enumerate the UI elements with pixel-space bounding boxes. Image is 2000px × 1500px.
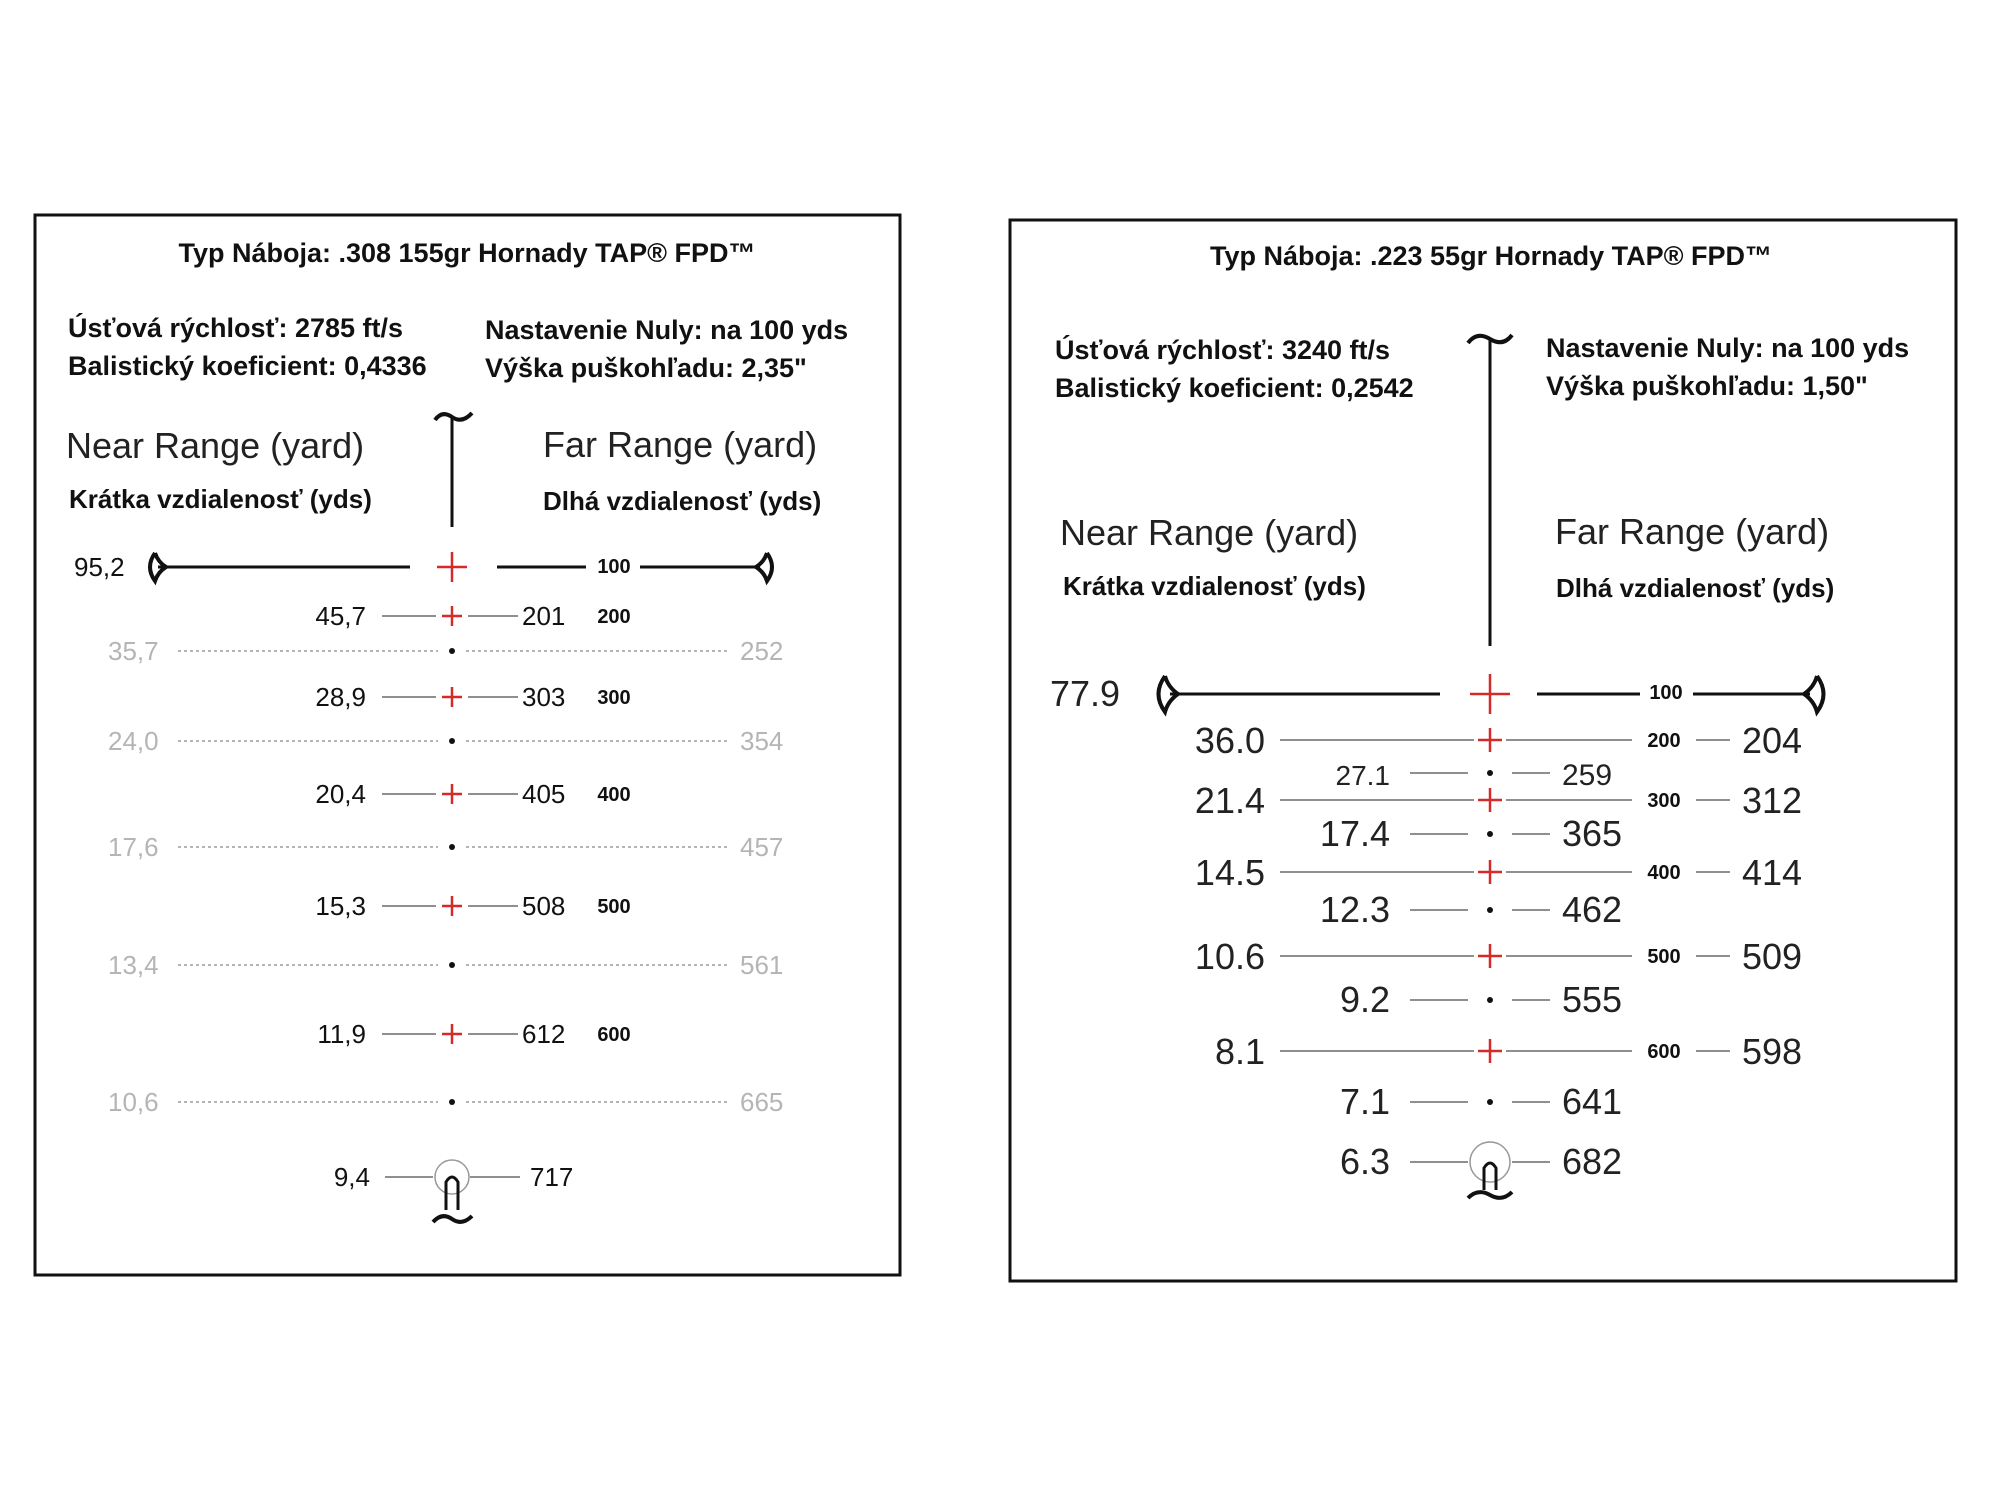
row-far-value: 561 <box>740 950 784 980</box>
panel-308-rows <box>108 601 783 1117</box>
row-near-value: 45,7 <box>315 601 366 631</box>
panel-308-row-1 <box>108 636 783 666</box>
row-range-mark: 500 <box>1647 946 1681 968</box>
panel-308-row-0 <box>315 601 630 631</box>
row-near-value: 27.1 <box>1335 760 1390 791</box>
row-holdover-dot <box>1487 1099 1493 1105</box>
row-range-mark: 200 <box>597 606 631 628</box>
row-near-value: 10,6 <box>108 1087 159 1117</box>
panel-223-crosshair-zero: 100 <box>1649 682 1683 704</box>
panel-308-near-title: Near Range (yard) <box>66 425 365 466</box>
panel-308-row-5 <box>108 832 783 862</box>
panel-308-row-7 <box>108 950 783 980</box>
panel-223-row-5 <box>1320 889 1622 930</box>
panel-223-near-title: Near Range (yard) <box>1060 512 1359 553</box>
row-range-mark: 400 <box>1647 862 1681 884</box>
panel-223-rows <box>1195 720 1802 1122</box>
panel-223-scope-height: Výška puškohľadu: 1,50" <box>1546 371 1868 401</box>
panel-308-bc: Balistický koeficient: 0,4336 <box>68 351 427 381</box>
panel-223-crosshair-near: 77.9 <box>1050 673 1121 714</box>
panel-223-row-8 <box>1215 1031 1802 1072</box>
panel-308 <box>35 215 900 1275</box>
panel-223-bottom-far: 682 <box>1562 1141 1623 1182</box>
row-holdover-plus <box>442 1024 462 1044</box>
row-near-value: 17,6 <box>108 832 159 862</box>
panel-308-top-post <box>435 413 472 527</box>
panel-223-row-3 <box>1320 813 1622 854</box>
row-holdover-dot <box>449 962 455 968</box>
panel-308-crosshair <box>150 552 772 582</box>
row-near-value: 24,0 <box>108 726 159 756</box>
row-holdover-plus <box>442 784 462 804</box>
row-range-mark: 300 <box>597 687 631 709</box>
row-far-value: 354 <box>740 726 784 756</box>
panel-223-bottom-post <box>1410 1142 1550 1198</box>
panel-308-bottom-near: 9,4 <box>333 1162 370 1192</box>
row-holdover-dot <box>449 738 455 744</box>
panel-223-row-4 <box>1195 852 1802 893</box>
row-far-value: 405 <box>522 779 566 809</box>
panel-308-scope-height: Výška puškohľadu: 2,35" <box>485 353 807 383</box>
row-holdover-plus <box>442 687 462 707</box>
row-far-value: 457 <box>740 832 784 862</box>
panel-223-row-2 <box>1195 780 1802 821</box>
row-holdover-plus <box>442 896 462 916</box>
panel-308-far-subtitle: Dlhá vzdialenosť (yds) <box>543 486 822 516</box>
panel-223-zero: Nastavenie Nuly: na 100 yds <box>1546 333 1910 363</box>
row-holdover-dot <box>1487 997 1493 1003</box>
row-holdover-dot <box>1487 831 1493 837</box>
panel-223-row-6 <box>1195 936 1802 977</box>
row-holdover-dot <box>449 648 455 654</box>
panel-223-row-1 <box>1336 759 1613 792</box>
panel-223-bottom-near: 6.3 <box>1339 1141 1390 1182</box>
panel-223-title: Typ Náboja: .223 55gr Hornady TAP® FPD™ <box>1209 241 1773 271</box>
row-near-value: 20,4 <box>315 779 366 809</box>
panel-223-near-subtitle: Krátka vzdialenosť (yds) <box>1063 571 1366 601</box>
panel-308-bottom-far: 717 <box>530 1162 574 1192</box>
row-range-mark: 500 <box>597 896 631 918</box>
panel-223-row-7 <box>1340 979 1622 1020</box>
row-holdover-dot <box>1487 907 1493 913</box>
panel-308-far-title: Far Range (yard) <box>543 424 818 465</box>
row-range-mark: 600 <box>1647 1041 1681 1063</box>
row-near-value: 8.1 <box>1214 1031 1265 1072</box>
row-near-value: 11,9 <box>317 1019 366 1049</box>
row-far-value: 598 <box>1742 1031 1803 1072</box>
row-range-mark: 400 <box>597 784 631 806</box>
panel-308-crosshair-near: 95,2 <box>74 552 125 582</box>
row-near-value: 35,7 <box>108 636 159 666</box>
panel-223-far-subtitle: Dlhá vzdialenosť (yds) <box>1556 573 1835 603</box>
row-far-value: 641 <box>1562 1081 1623 1122</box>
panel-308-row-9 <box>108 1087 783 1117</box>
panel-223-top-post <box>1468 335 1512 646</box>
row-far-value: 509 <box>1742 936 1803 977</box>
panel-308-row-3 <box>108 726 783 756</box>
row-near-value: 15,3 <box>315 891 366 921</box>
panel-308-row-4 <box>315 779 630 809</box>
row-holdover-plus <box>1478 944 1502 968</box>
row-holdover-dot <box>1487 770 1493 776</box>
row-far-value: 665 <box>740 1087 784 1117</box>
row-range-mark: 600 <box>597 1024 631 1046</box>
panel-223 <box>1010 220 1956 1281</box>
panel-223-bc: Balistický koeficient: 0,2542 <box>1055 373 1414 403</box>
row-near-value: 10.6 <box>1194 936 1265 977</box>
row-range-mark: 300 <box>1647 790 1681 812</box>
row-far-value: 414 <box>1742 852 1803 893</box>
row-range-mark: 200 <box>1647 730 1681 752</box>
panel-223-far-title: Far Range (yard) <box>1555 511 1830 552</box>
panel-223-row-0 <box>1195 720 1802 761</box>
row-far-value: 303 <box>522 682 566 712</box>
row-far-value: 201 <box>522 601 566 631</box>
row-holdover-plus <box>1478 1039 1502 1063</box>
row-far-value: 204 <box>1742 720 1803 761</box>
row-far-value: 252 <box>740 636 784 666</box>
row-near-value: 17.4 <box>1319 813 1390 854</box>
row-near-value: 12.3 <box>1319 889 1390 930</box>
panel-308-row-6 <box>315 891 630 921</box>
row-far-value: 508 <box>522 891 566 921</box>
row-far-value: 259 <box>1562 759 1613 792</box>
panel-308-row-2 <box>315 682 630 712</box>
row-far-value: 312 <box>1742 780 1803 821</box>
row-far-value: 462 <box>1562 889 1623 930</box>
panel-308-zero: Nastavenie Nuly: na 100 yds <box>485 315 849 345</box>
row-near-value: 21.4 <box>1194 780 1265 821</box>
panel-308-title: Typ Náboja: .308 155gr Hornady TAP® FPD™ <box>178 238 756 268</box>
row-holdover-dot <box>449 844 455 850</box>
row-near-value: 14.5 <box>1194 852 1265 893</box>
panel-308-crosshair-zero: 100 <box>597 556 631 578</box>
row-holdover-plus <box>442 606 462 626</box>
row-near-value: 28,9 <box>315 682 366 712</box>
row-holdover-plus <box>1478 788 1502 812</box>
row-far-value: 365 <box>1562 813 1623 854</box>
row-near-value: 36.0 <box>1194 720 1265 761</box>
row-holdover-plus <box>1478 728 1502 752</box>
panel-308-bottom-post <box>385 1160 520 1222</box>
row-far-value: 555 <box>1562 979 1623 1020</box>
panel-223-velocity: Úsťová rýchlosť: 3240 ft/s <box>1055 335 1391 365</box>
row-holdover-dot <box>449 1099 455 1105</box>
panel-308-velocity: Úsťová rýchlosť: 2785 ft/s <box>68 313 404 343</box>
panel-223-row-9 <box>1340 1081 1622 1122</box>
row-near-value: 7.1 <box>1339 1081 1390 1122</box>
row-far-value: 612 <box>522 1019 566 1049</box>
panel-223-crosshair <box>1159 674 1824 714</box>
row-near-value: 9.2 <box>1339 979 1390 1020</box>
row-near-value: 13,4 <box>108 950 159 980</box>
panel-308-near-subtitle: Krátka vzdialenosť (yds) <box>69 484 372 514</box>
row-holdover-plus <box>1478 860 1502 884</box>
panel-308-row-8 <box>317 1019 630 1049</box>
